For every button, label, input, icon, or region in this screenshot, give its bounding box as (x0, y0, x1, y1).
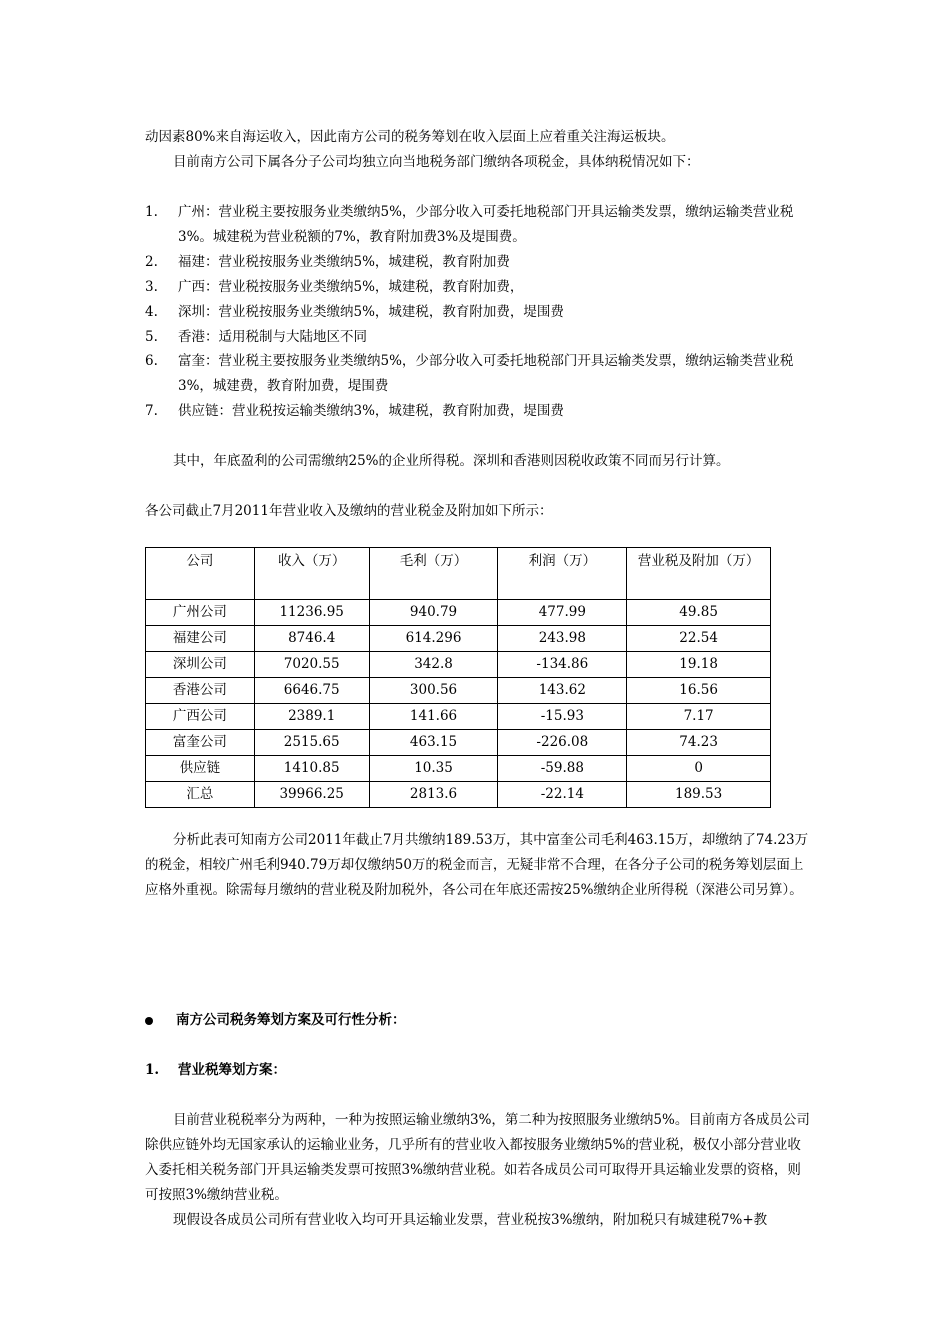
cell-revenue: 8746.4 (254, 626, 369, 652)
table-row (146, 678, 771, 704)
cell-business-tax: 7.17 (627, 704, 771, 730)
header-profit: 利润（万） (498, 548, 627, 600)
list-item (145, 325, 810, 350)
cell-company: 富奎公司 (146, 730, 255, 756)
tax-table (145, 547, 771, 808)
cell-profit: 143.62 (498, 678, 627, 704)
cell-revenue: 7020.55 (254, 652, 369, 678)
cell-revenue: 2389.1 (254, 704, 369, 730)
table-header-row (146, 548, 771, 600)
header-revenue: 收入（万） (254, 548, 369, 600)
subheading-number: 1. (145, 1062, 160, 1078)
cell-revenue: 11236.95 (254, 600, 369, 626)
list-item-text: 广西：营业税按服务业类缴纳5%，城建税，教育附加费， (178, 279, 524, 295)
intro-line-2: 目前南方公司下属各分子公司均独立向当地税务部门缴纳各项税金，具体纳税情况如下： (173, 154, 700, 170)
analysis-paragraph: 分析此表可知南方公司2011年截止7月共缴纳189.53万，其中富奎公司毛利463.15万，却缴纳了74.23万的税金，相较广州毛利940.79万却仅缴纳50万的税金而言，无疑非常不合理，在各分子公司的税务筹划层面上应格外重视。除需每月缴纳的营业税及附加税外，各公司在年底还需按25%缴纳企业所得税（深港公司另算）。 (145, 832, 809, 898)
assumption-paragraph: 现假设各成员公司所有营业收入均可开具运输业发票，营业税按3%缴纳，附加税只有城建税7%+教 (173, 1212, 768, 1228)
cell-company: 广州公司 (146, 600, 255, 626)
list-item-text: 广州：营业税主要按服务业类缴纳5%，少部分收入可委托地税部门开具运输类发票，缴纳运输类营业税3%。城建税为营业税额的7%，教育附加费3%及堤围费。 (178, 204, 794, 245)
cell-gross-profit: 141.66 (369, 704, 498, 730)
intro-line-1: 动因素80%来自海运收入，因此南方公司的税务筹划在收入层面上应着重关注海运板块。 (145, 129, 675, 145)
list-item-text: 深圳：营业税按服务业类缴纳5%，城建税，教育附加费，堤围费 (178, 304, 564, 320)
subheading-text: 营业税筹划方案： (178, 1062, 286, 1078)
table-caption: 各公司截止7月2011年营业收入及缴纳的营业税金及附加如下所示： (145, 503, 553, 519)
cell-profit: -22.14 (498, 782, 627, 808)
list-item (145, 300, 810, 325)
scheme-paragraph: 目前营业税税率分为两种，一种为按照运输业缴纳3%，第二种为按照服务业缴纳5%。目前南方各成员公司除供应链外均无国家承认的运输业业务，几乎所有的营业收入都按服务业缴纳5%的营业税，极仅小部分营业收入委托相关税务部门开具运输类发票可按照3%缴纳营业税。如若各成员公司可取得开具运输业发票的资格，则可按照3%缴纳营业税。 (145, 1112, 810, 1203)
cell-gross-profit: 940.79 (369, 600, 498, 626)
list-item-number: 3. (145, 279, 158, 295)
list-item-number: 6. (145, 353, 158, 369)
cell-company: 深圳公司 (146, 652, 255, 678)
cell-business-tax: 189.53 (627, 782, 771, 808)
cell-business-tax: 16.56 (627, 678, 771, 704)
table-row (146, 626, 771, 652)
cell-revenue: 1410.85 (254, 756, 369, 782)
cell-company: 供应链 (146, 756, 255, 782)
cell-business-tax: 74.23 (627, 730, 771, 756)
cell-gross-profit: 614.296 (369, 626, 498, 652)
cell-gross-profit: 300.56 (369, 678, 498, 704)
cell-business-tax: 22.54 (627, 626, 771, 652)
list-item (145, 399, 810, 424)
subheading (145, 1058, 810, 1083)
cell-gross-profit: 2813.6 (369, 782, 498, 808)
cell-profit: 243.98 (498, 626, 627, 652)
cell-revenue: 39966.25 (254, 782, 369, 808)
bullet-icon (145, 1017, 153, 1025)
cell-business-tax: 0 (627, 756, 771, 782)
list-item (145, 349, 810, 399)
cell-gross-profit: 10.35 (369, 756, 498, 782)
cell-company: 福建公司 (146, 626, 255, 652)
cell-profit: -15.93 (498, 704, 627, 730)
cell-profit: 477.99 (498, 600, 627, 626)
list-item-number: 2. (145, 254, 158, 270)
table-row (146, 730, 771, 756)
header-company: 公司 (146, 548, 255, 600)
section-heading: 南方公司税务筹划方案及可行性分析： (176, 1012, 406, 1028)
income-tax-paragraph: 其中，年底盈利的公司需缴纳25%的企业所得税。深圳和香港则因税收政策不同而另行计算。 (173, 453, 730, 469)
cell-gross-profit: 342.8 (369, 652, 498, 678)
list-item-text: 供应链：营业税按运输类缴纳3%，城建税，教育附加费，堤围费 (178, 403, 564, 419)
list-item (145, 200, 810, 250)
table-row (146, 756, 771, 782)
list-item (145, 250, 810, 275)
cell-revenue: 6646.75 (254, 678, 369, 704)
table-row (146, 652, 771, 678)
cell-gross-profit: 463.15 (369, 730, 498, 756)
cell-business-tax: 49.85 (627, 600, 771, 626)
cell-revenue: 2515.65 (254, 730, 369, 756)
table-row-total (146, 782, 771, 808)
list-item-text: 香港：适用税制与大陆地区不同 (178, 329, 367, 345)
table-row (146, 600, 771, 626)
cell-profit: -134.86 (498, 652, 627, 678)
cell-company: 香港公司 (146, 678, 255, 704)
cell-profit: -226.08 (498, 730, 627, 756)
header-gross-profit: 毛利（万） (369, 548, 498, 600)
list-item-number: 4. (145, 304, 158, 320)
list-item-number: 7. (145, 403, 158, 419)
header-business-tax: 营业税及附加（万） (627, 548, 771, 600)
list-item (145, 275, 810, 300)
cell-company: 广西公司 (146, 704, 255, 730)
cell-company: 汇总 (146, 782, 255, 808)
table-row (146, 704, 771, 730)
cell-business-tax: 19.18 (627, 652, 771, 678)
list-item-number: 5. (145, 329, 158, 345)
list-item-text: 富奎：营业税主要按服务业类缴纳5%，少部分收入可委托地税部门开具运输类发票，缴纳运输类营业税3%，城建费，教育附加费，堤围费 (178, 353, 794, 394)
list-item-number: 1. (145, 204, 158, 220)
list-item-text: 福建：营业税按服务业类缴纳5%，城建税，教育附加费 (178, 254, 510, 270)
cell-profit: -59.88 (498, 756, 627, 782)
